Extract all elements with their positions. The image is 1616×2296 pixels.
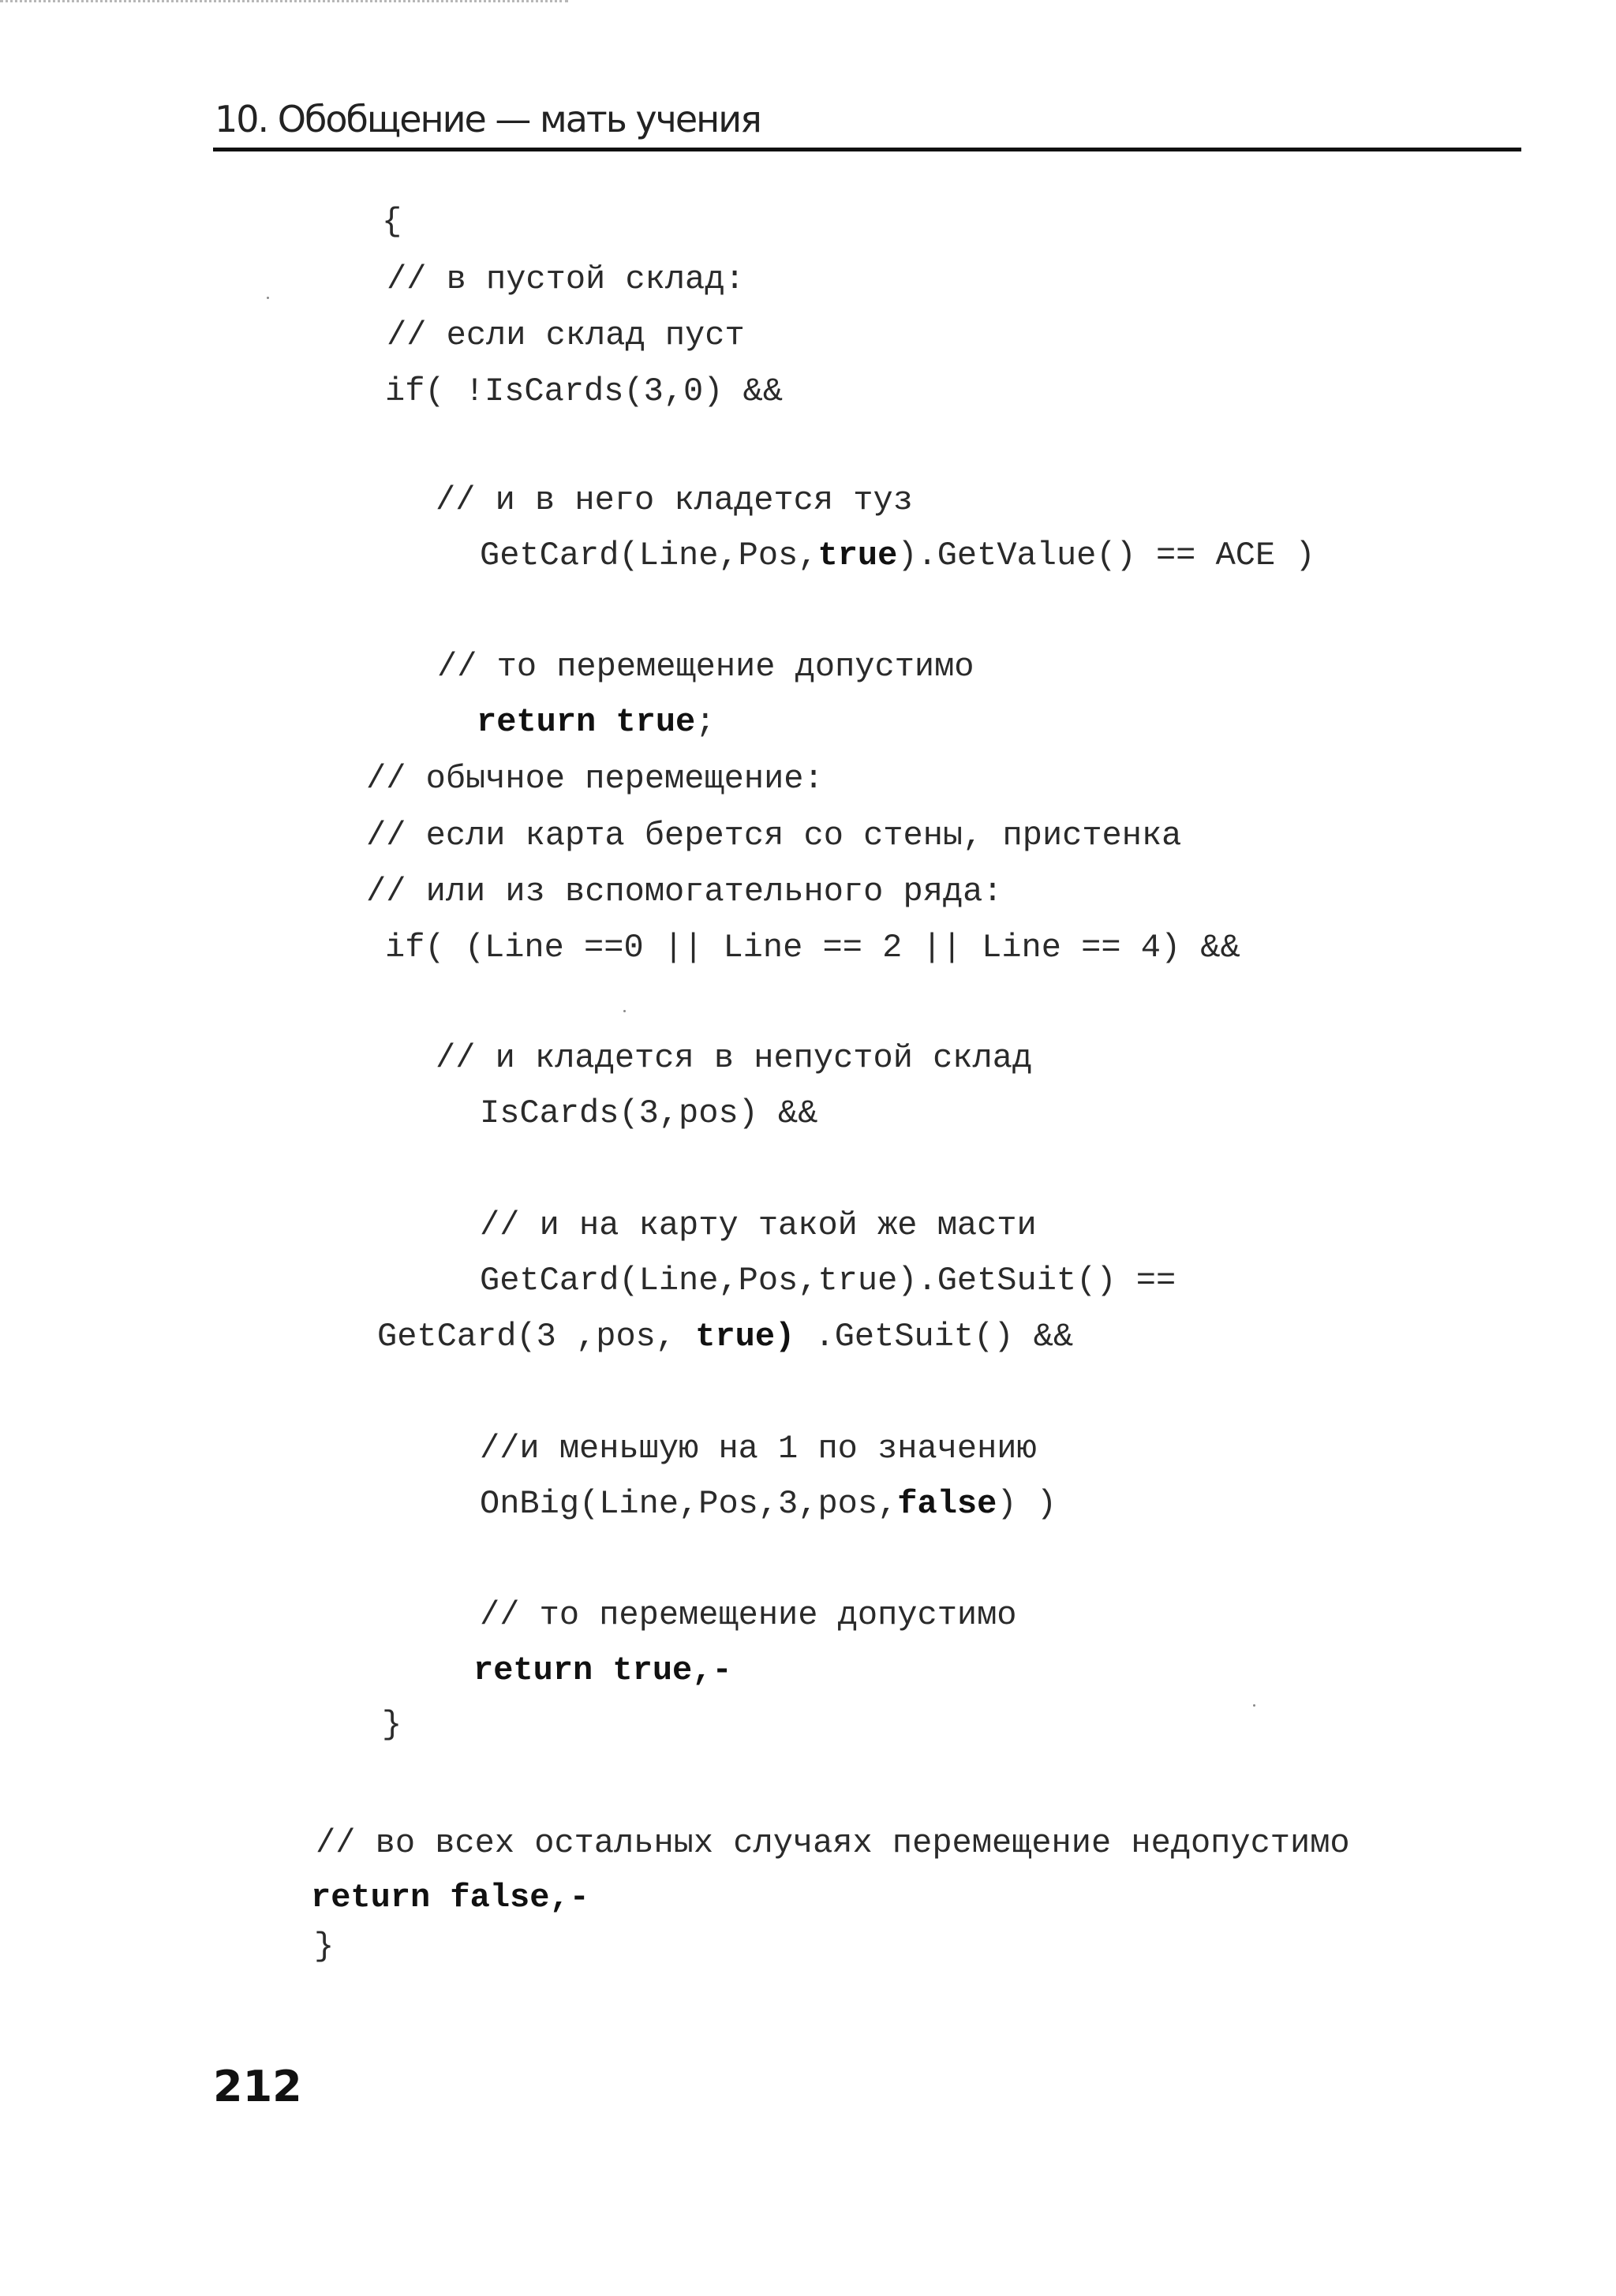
code-line xyxy=(480,539,1315,572)
code-keyword: return false,- xyxy=(311,1879,589,1916)
code-text: } xyxy=(382,1706,402,1744)
code-text: ).GetValue() == ACE ) xyxy=(897,537,1315,574)
code-line xyxy=(387,316,745,354)
code-text: // если склад пуст xyxy=(387,316,745,354)
code-text: // то перемещение допустимо xyxy=(480,1596,1017,1634)
code-line xyxy=(480,1485,1057,1523)
code-text: // и на карту такой же масти xyxy=(480,1206,1037,1244)
code-line xyxy=(382,1706,402,1744)
code-text: if( !IsCards(3,0) && xyxy=(385,372,784,410)
scan-speck xyxy=(267,297,269,299)
code-line xyxy=(437,648,974,686)
code-keyword: true) xyxy=(695,1318,795,1356)
code-text: .GetSuit() && xyxy=(795,1318,1074,1356)
code-line xyxy=(480,1206,1037,1244)
code-text: GetCard(Line,Pos, xyxy=(480,537,818,574)
code-keyword: false xyxy=(897,1485,997,1523)
code-text: } xyxy=(314,1928,335,1965)
code-line xyxy=(366,873,1003,911)
code-line xyxy=(480,1264,1176,1297)
code-line xyxy=(480,1596,1017,1634)
code-text: GetCard(Line,Pos,true).GetSuit() == xyxy=(480,1262,1176,1299)
code-text: // или из вспомогательного ряда: xyxy=(366,873,1003,911)
code-line xyxy=(436,481,913,519)
running-head: 10. Обобщение — мать учения xyxy=(215,98,761,140)
page-number: 212 xyxy=(213,2062,302,2111)
code-line xyxy=(366,819,1181,852)
code-line xyxy=(480,1094,818,1132)
code-line xyxy=(366,760,824,798)
code-text: { xyxy=(382,203,402,241)
code-line xyxy=(311,1881,589,1914)
code-line xyxy=(436,1041,1032,1075)
code-line xyxy=(387,260,745,298)
code-keyword: return true,- xyxy=(473,1651,732,1689)
code-text: //и меньшую на 1 по значению xyxy=(480,1430,1037,1468)
code-text: GetCard(3 ,pos, xyxy=(377,1318,696,1356)
code-text: // в пустой склад: xyxy=(387,260,745,298)
code-line xyxy=(480,1430,1037,1468)
code-text: ; xyxy=(695,703,716,741)
code-keyword: return true xyxy=(477,703,696,741)
code-line xyxy=(385,372,784,410)
code-text: if( (Line ==0 || Line == 2 || Line == 4) && xyxy=(385,929,1240,967)
code-text: IsCards(3,pos) && xyxy=(480,1094,818,1132)
code-line xyxy=(385,929,1240,967)
scan-speck xyxy=(1253,1704,1255,1707)
code-text: // то перемещение допустимо xyxy=(437,648,974,686)
code-text: // если карта берется со стены, пристенка xyxy=(366,817,1182,854)
scan-artifact-top xyxy=(0,0,568,9)
code-line xyxy=(377,1318,1074,1356)
header-rule xyxy=(213,148,1521,151)
code-line xyxy=(382,203,402,241)
code-text: // и кладется в непустой склад xyxy=(436,1039,1033,1077)
code-text: // во всех остальных случаях перемещение недопустимо xyxy=(316,1824,1350,1862)
code-line xyxy=(314,1930,334,1963)
scan-speck xyxy=(623,1010,626,1012)
code-line xyxy=(473,1651,732,1689)
code-text: // и в него кладется туз xyxy=(436,481,913,519)
code-line xyxy=(316,1824,1350,1862)
code-text: OnBig(Line,Pos,3,pos, xyxy=(480,1485,898,1523)
code-text: ) ) xyxy=(997,1485,1057,1523)
code-keyword: true xyxy=(817,537,898,574)
code-line xyxy=(477,705,715,739)
code-text: // обычное перемещение: xyxy=(366,760,824,798)
